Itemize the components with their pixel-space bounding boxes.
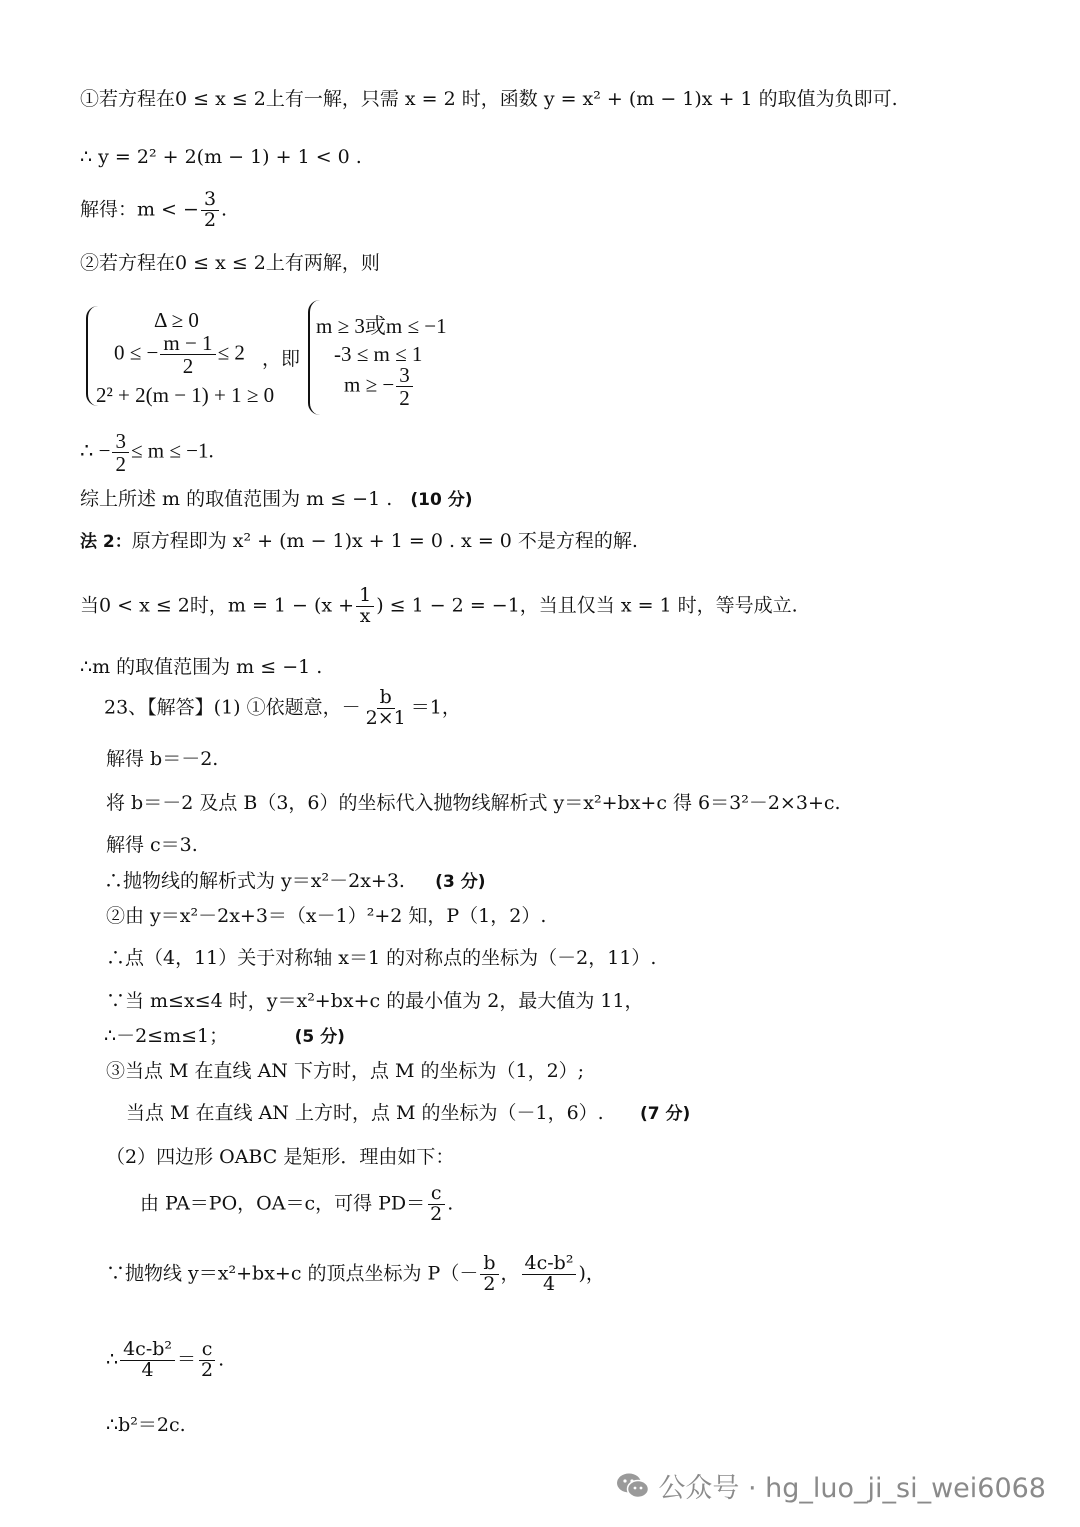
text-line: ②由 y＝x²－2x+3＝（x－1）²+2 知，P（1，2）.: [106, 905, 547, 927]
score-label: (3 分): [435, 872, 486, 892]
text-line: ③当点 M 在直线 AN 下方时，点 M 的坐标为（1，2）;: [106, 1060, 585, 1082]
text-line: ∵抛物线 y＝x²+bx+c 的顶点坐标为 P（－ $\frac{b}{2}$ ， $\frac{\text{4c-b²}}{4}$ )，: [106, 1252, 605, 1295]
system-line: 0 ≤ − $\frac{m - 1}{2}$ ≤ 2: [114, 331, 245, 379]
text-line: ∴ $\frac{\text{4c-b²}}{4}$ ＝ $\frac{c}{2}$ .: [106, 1338, 225, 1381]
connector-text: ，即: [262, 348, 301, 370]
text-line: ∴点（4，11）关于对称轴 x＝1 的对称点的坐标为（－2，11）.: [106, 947, 657, 969]
system-line: Δ ≥ 0: [154, 308, 199, 332]
text-line: ∴b²＝2c.: [106, 1414, 186, 1436]
system-line: -3 ≤ m ≤ 1: [334, 342, 423, 366]
footer-text: 公众号 · hg_luo_ji_si_wei6068: [658, 1473, 1046, 1504]
footer-watermark: [616, 1466, 1046, 1505]
text-line: 当点 M 在直线 AN 上方时，点 M 的坐标为（－1，6）. (7 分): [126, 1102, 691, 1124]
method-label: 法 2：: [80, 532, 132, 552]
system-line: 2² + 2(m − 1) + 1 ≥ 0: [96, 383, 275, 407]
text-line: 当0 < x ≤ 2时，m = 1 − (x + $\frac{1}{x}$ ) ≤ 1 − 2 = −1，当且仅当 x = 1 时，等号成立.: [80, 584, 798, 627]
wechat-icon: [616, 1472, 650, 1500]
system-line: m ≥ 3或m ≤ −1: [316, 314, 447, 338]
text-line: 由 PA＝PO，OA＝c，可得 PD＝ $\frac{c}{2}$ .: [140, 1182, 454, 1225]
score-label: (10 分): [410, 490, 473, 510]
text-line: ∴抛物线的解析式为 y＝x²－2x+3. (3 分): [104, 870, 486, 892]
text-line: ∴－2≤m≤1； (5 分): [104, 1025, 345, 1047]
text-line: 解得：m < − $\frac{3}{2}$ .: [80, 188, 228, 231]
text-line: ∴m 的取值范围为 m ≤ −1 .: [80, 656, 323, 678]
text-line: ∵当 m≤x≤4 时，y＝x²+bx+c 的最小值为 2，最大值为 11，: [106, 990, 644, 1012]
text-line: （2）四边形 OABC 是矩形．理由如下：: [106, 1146, 455, 1168]
text-line: ②若方程在0 ≤ x ≤ 2上有两解，则: [80, 252, 380, 274]
text-line: 解得 b＝－2.: [106, 748, 219, 770]
score-label: (7 分): [639, 1104, 691, 1124]
text-line: 23、【解答】(1) ①依题意，－ $\frac{b}{2\times 1}$ ＝1，: [104, 686, 461, 729]
system-line: m ≥ − $\frac{3}{2}$: [344, 364, 415, 409]
text-line: 解得 c＝3.: [106, 834, 198, 856]
text-line: 将 b＝－2 及点 B（3，6）的坐标代入抛物线解析式 y＝x²+bx+c 得 6＝3²－2×3+c.: [106, 792, 841, 814]
text-line: ①若方程在0 ≤ x ≤ 2上有一解，只需 x = 2 时，函数 y = x² + (m − 1)x + 1 的取值为负即可.: [80, 88, 898, 110]
text-line: 法 2：原方程即为 x² + (m − 1)x + 1 = 0 . x = 0 不是方程的解.: [80, 530, 638, 552]
text-line: ∴ y = 2² + 2(m − 1) + 1 < 0 .: [80, 146, 362, 168]
text-line: ∴ − $\frac{3}{2}$ ≤ m ≤ −1.: [80, 429, 214, 477]
text-line: 综上所述 m 的取值范围为 m ≤ −1 . (10 分): [80, 488, 473, 510]
score-label: (5 分): [294, 1027, 345, 1047]
